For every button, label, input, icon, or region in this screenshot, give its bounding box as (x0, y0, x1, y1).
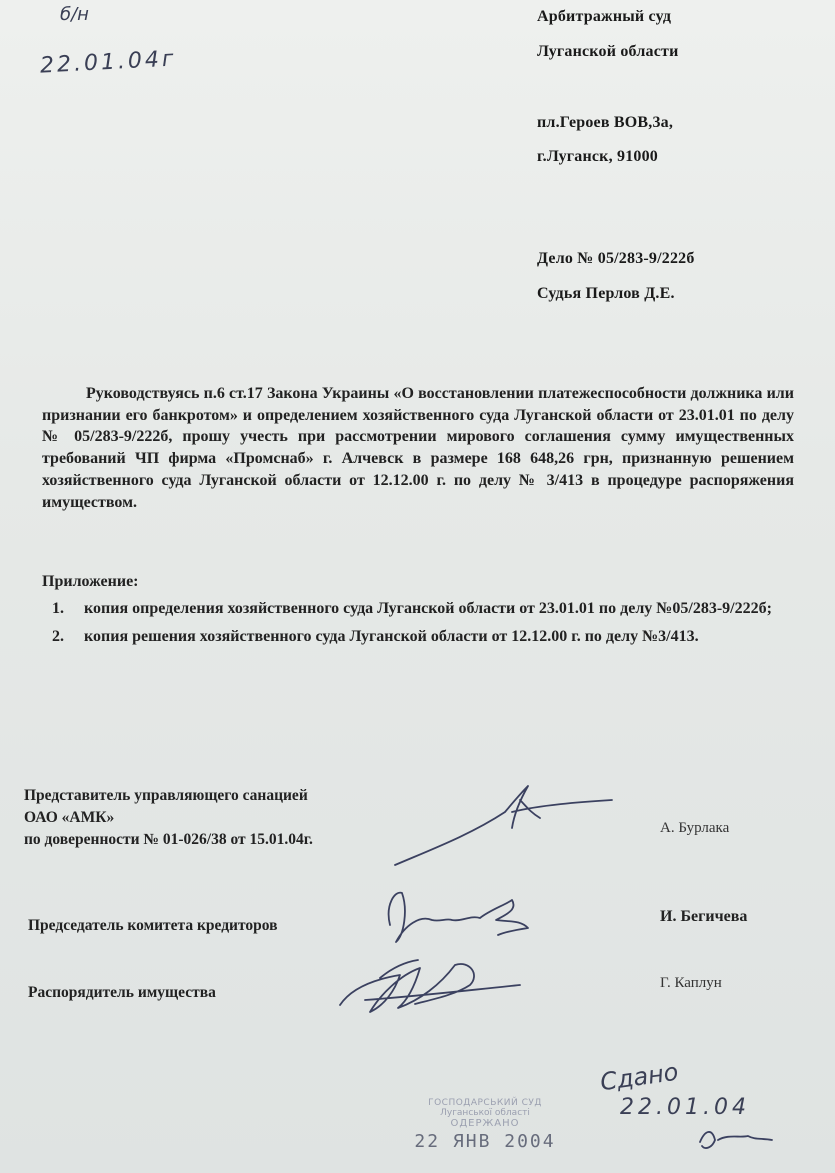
manager-name: Г. Каплун (660, 975, 722, 991)
judge-name: Судья Перлов Д.Е. (537, 285, 675, 302)
handwritten-outgoing-date: 22.01.04г (39, 46, 178, 79)
signature-receiver (700, 1132, 772, 1148)
court-name-line2: Луганской области (537, 43, 679, 60)
attachment-text: копия решения хозяйственного суда Луганской области от 12.12.00 г. по делу №3/413. (84, 628, 699, 645)
received-stamp (395, 1098, 575, 1168)
stamp-date: 22 ЯНВ 2004 (414, 1131, 556, 1152)
court-name-line1: Арбитражный суд (537, 8, 672, 25)
stamp-line1: ГОСПОДАРСЬКИЙ СУД (428, 1098, 542, 1108)
representative-name: А. Бурлака (660, 820, 730, 836)
attachment-number: 2. (52, 628, 64, 645)
attachment-text: копия определения хозяйственного суда Луганской области от 23.01.01 по делу №05/283-9/222б; (84, 600, 772, 617)
stamp-line2: Луганської області (440, 1108, 530, 1118)
attachment-number: 1. (52, 600, 64, 617)
chair-title: Председатель комитета кредиторов (28, 917, 278, 934)
handwritten-received-date: 22.01.04 (620, 1095, 750, 1120)
representative-title-line1: Представитель управляющего санацией (24, 787, 308, 804)
manager-title: Распорядитель имущества (28, 984, 216, 1001)
signature-representative (395, 786, 612, 865)
signature-manager (340, 960, 520, 1012)
handwritten-outgoing-number: б/н (60, 4, 89, 25)
case-number: Дело № 05/283-9/222б (537, 250, 695, 267)
chair-name: И. Бегичева (660, 908, 748, 925)
representative-title-line2: ОАО «АМК» (24, 809, 115, 826)
handwritten-received-note: Сдано (598, 1057, 681, 1097)
court-address-line2: г.Луганск, 91000 (537, 148, 658, 165)
body-paragraph: Руководствуясь п.6 ст.17 Закона Украины «О восстановлении платежеспособности должника или признании его банкротом» и определением хозяйственного суда Луганской области от 23.01.01 по делу № 05/283-9/222б, прошу учесть при рассмотрении мирового соглашения сумму имущественных требований ЧП фирма «Промснаб» г. Алчевск в размере 168 648,26 грн, признанную решением хозяйственного суда Луганской области от 12.12.00 г. по делу № 3/413 в процедуре распоряжения имуществом. (42, 385, 794, 511)
signature-chair (389, 893, 528, 942)
attachments-heading: Приложение: (42, 573, 139, 590)
court-address-line1: пл.Героев ВОВ,3а, (537, 114, 674, 131)
stamp-line3: ОДЕРЖАНО (450, 1118, 520, 1129)
representative-proxy: по доверенности № 01-026/38 от 15.01.04г. (24, 831, 313, 848)
